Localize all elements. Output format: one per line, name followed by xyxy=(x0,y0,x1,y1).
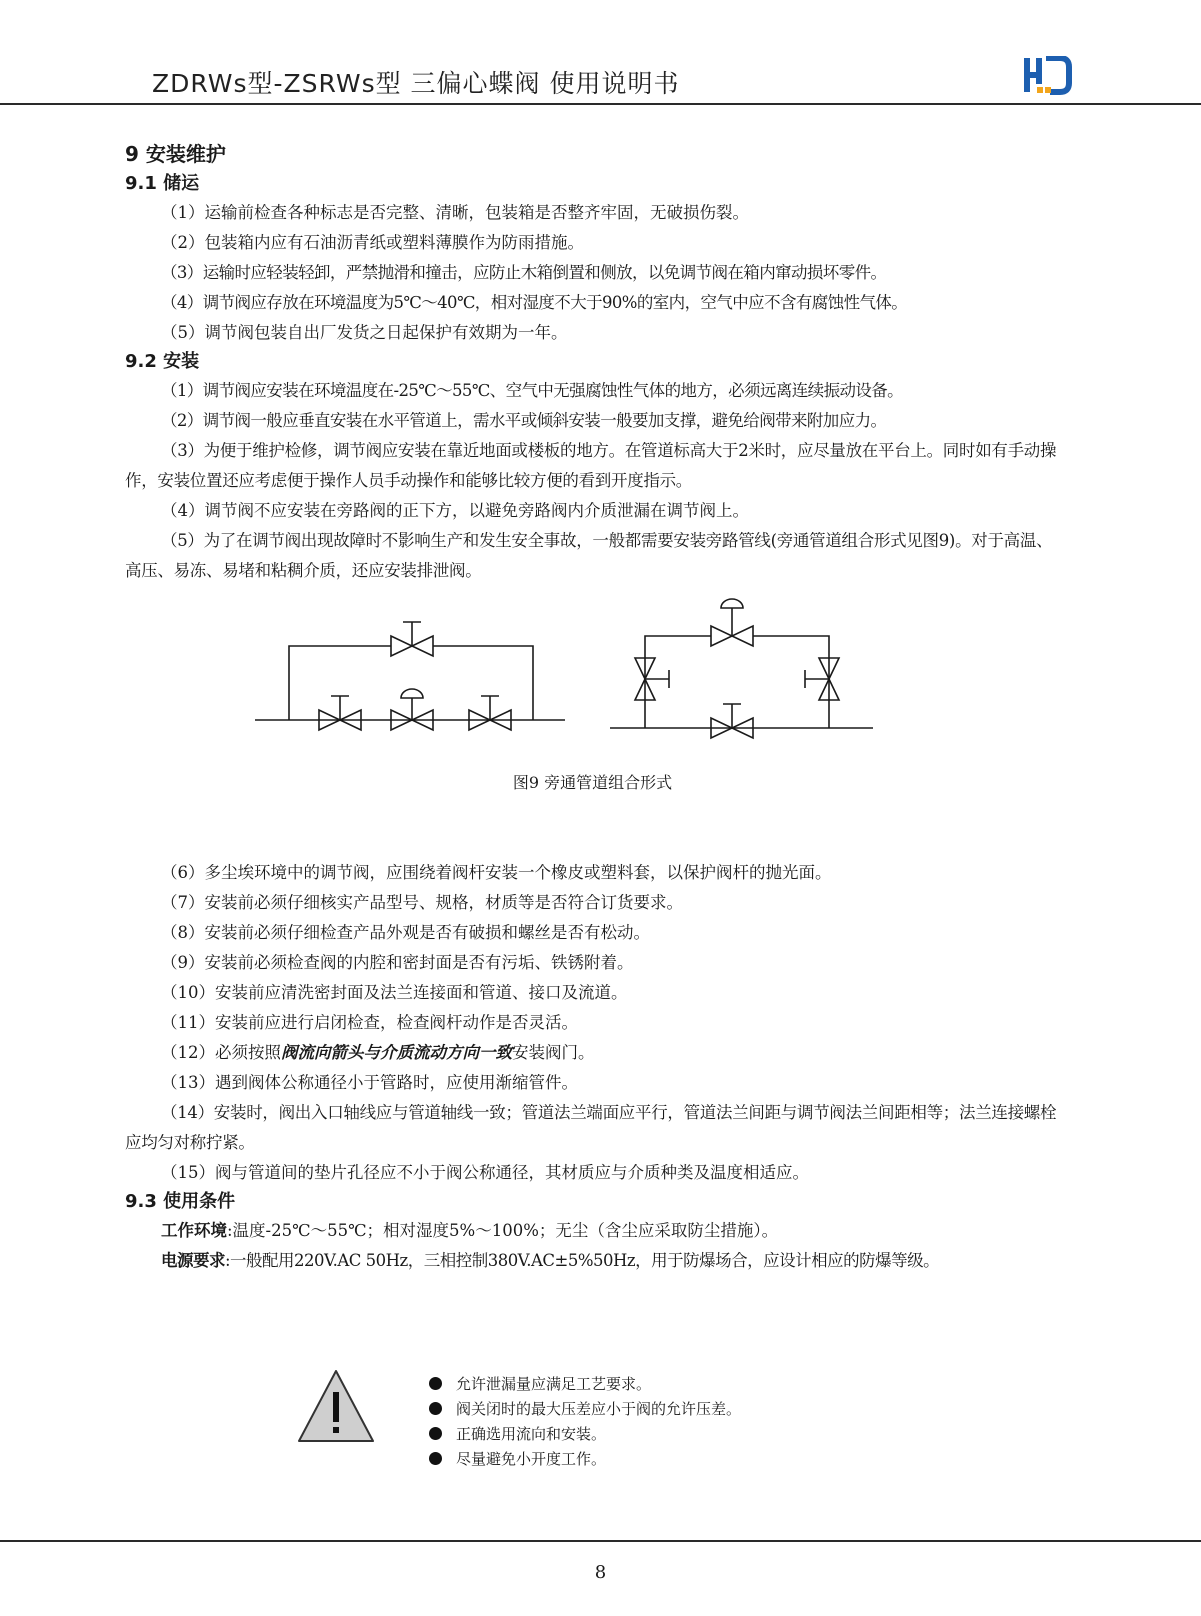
warning-item xyxy=(429,1447,741,1472)
page-number: 8 xyxy=(594,1562,607,1583)
working-environment xyxy=(125,1216,1060,1246)
bullet-icon xyxy=(429,1377,442,1390)
install-item-2: （2）调节阀一般应垂直安装在水平管道上，需水平或倾斜安装一般要加支撑，避免给阀带来附加应力。 xyxy=(161,411,887,430)
storage-item-2: （2）包装箱内应有石油沥青纸或塑料薄膜作为防雨措施。 xyxy=(161,233,584,252)
warning-item-text: 允许泄漏量应满足工艺要求。 xyxy=(456,1375,652,1393)
header-rule xyxy=(0,103,1201,105)
header-title: ZDRWs型-ZSRWs型 三偏心蝶阀 使用说明书 xyxy=(152,69,680,98)
warning-list xyxy=(429,1372,741,1472)
working-environment-value: :温度-25℃～55℃；相对湿度5%～100%；无尘（含尘应采取防尘措施）。 xyxy=(227,1221,779,1240)
bypass-piping-diagram xyxy=(255,586,895,756)
install-item-5: （5）为了在调节阀出现故障时不影响生产和发生安全事故，一般都需要安装旁路管线(旁通管道组合形式见图9)。对于高温、高压、易冻、易堵和粘稠介质，还应安装排泄阀。 xyxy=(125,531,1053,580)
warning-item xyxy=(429,1372,741,1397)
warning-item xyxy=(429,1397,741,1422)
power-requirements xyxy=(125,1246,1060,1276)
warning-item-text: 尽量避免小开度工作。 xyxy=(456,1450,607,1468)
figure-caption: 图9 旁通管道组合形式 xyxy=(512,773,673,792)
warning-box xyxy=(296,1368,996,1488)
install-item-12-prefix: （12）必须按照 xyxy=(161,1043,281,1062)
install-item-11: （11）安装前应进行启闭检查，检查阀杆动作是否灵活。 xyxy=(161,1013,578,1032)
bullet-icon xyxy=(429,1402,442,1415)
working-environment-label: 工作环境 xyxy=(161,1221,227,1240)
bullet-icon xyxy=(429,1427,442,1440)
install-item-13: （13）遇到阀体公称通径小于管路时，应使用渐缩管件。 xyxy=(161,1073,578,1092)
install-item-3: （3）为便于维护检修，调节阀应安装在靠近地面或楼板的地方。在管道标高大于2米时，应尽量放在平台上。同时如有手动操作，安装位置还应考虑便于操作人员手动操作和能够比较方便的看到开度指示。 xyxy=(125,441,1057,490)
storage-item-1: （1）运输前检查各种标志是否完整、清晰，包装箱是否整齐牢固，无破损伤裂。 xyxy=(161,203,749,222)
install-item-15: （15）阀与管道间的垫片孔径应不小于阀公称通径，其材质应与介质种类及温度相适应。 xyxy=(161,1163,809,1182)
storage-item-4: （4）调节阀应存放在环境温度为5℃～40℃，相对湿度不大于90%的室内，空气中应不含有腐蚀性气体。 xyxy=(161,293,908,312)
bullet-icon xyxy=(429,1452,442,1465)
storage-item-3: （3）运输时应轻装轻卸，严禁抛滑和撞击，应防止木箱倒置和侧放，以免调节阀在箱内窜动损坏零件。 xyxy=(161,263,887,282)
flow-direction-emphasis: 阀流向箭头与介质流动方向一致 xyxy=(281,1043,512,1062)
bypass-figure xyxy=(125,586,1060,858)
section-9-title: 9 安装维护 xyxy=(125,142,226,166)
warning-triangle-icon xyxy=(296,1368,376,1444)
install-item-12-suffix: 安装阀门。 xyxy=(512,1043,595,1062)
section-9-1-title: 9.1 储运 xyxy=(125,173,200,194)
footer-rule xyxy=(0,1540,1201,1542)
main-content xyxy=(125,138,1060,1276)
storage-item-5: （5）调节阀包装自出厂发货之日起保护有效期为一年。 xyxy=(161,323,568,342)
install-item-9: （9）安装前必须检查阀的内腔和密封面是否有污垢、铁锈附着。 xyxy=(161,953,634,972)
hd-logo-icon xyxy=(1022,56,1072,96)
install-item-8: （8）安装前必须仔细检查产品外观是否有破损和螺丝是否有松动。 xyxy=(161,923,650,942)
warning-item xyxy=(429,1422,741,1447)
install-item-1: （1）调节阀应安装在环境温度在-25℃～55℃、空气中无强腐蚀性气体的地方，必须远离连续振动设备。 xyxy=(161,381,904,400)
warning-item-text: 正确选用流向和安装。 xyxy=(456,1425,607,1443)
install-item-12 xyxy=(125,1038,1060,1068)
section-9-2-title: 9.2 安装 xyxy=(125,351,200,372)
warning-item-text: 阀关闭时的最大压差应小于阀的允许压差。 xyxy=(456,1400,742,1418)
install-item-14: （14）安装时，阀出入口轴线应与管道轴线一致；管道法兰端面应平行，管道法兰间距与调节阀法兰间距相等；法兰连接螺栓应均匀对称拧紧。 xyxy=(125,1103,1057,1152)
install-item-6: （6）多尘埃环境中的调节阀，应围绕着阀杆安装一个橡皮或塑料套，以保护阀杆的抛光面。 xyxy=(161,863,832,882)
install-item-4: （4）调节阀不应安装在旁路阀的正下方，以避免旁路阀内介质泄漏在调节阀上。 xyxy=(161,501,749,520)
power-requirements-value: :一般配用220V.AC 50Hz，三相控制380V.AC±5%50Hz，用于防爆场合，应设计相应的防爆等级。 xyxy=(225,1251,940,1270)
power-requirements-label: 电源要求 xyxy=(161,1251,225,1270)
section-9-3-title: 9.3 使用条件 xyxy=(125,1191,236,1212)
install-item-10: （10）安装前应清洗密封面及法兰连接面和管道、接口及流道。 xyxy=(161,983,628,1002)
page-header xyxy=(0,0,1201,106)
install-item-7: （7）安装前必须仔细核实产品型号、规格，材质等是否符合订货要求。 xyxy=(161,893,683,912)
